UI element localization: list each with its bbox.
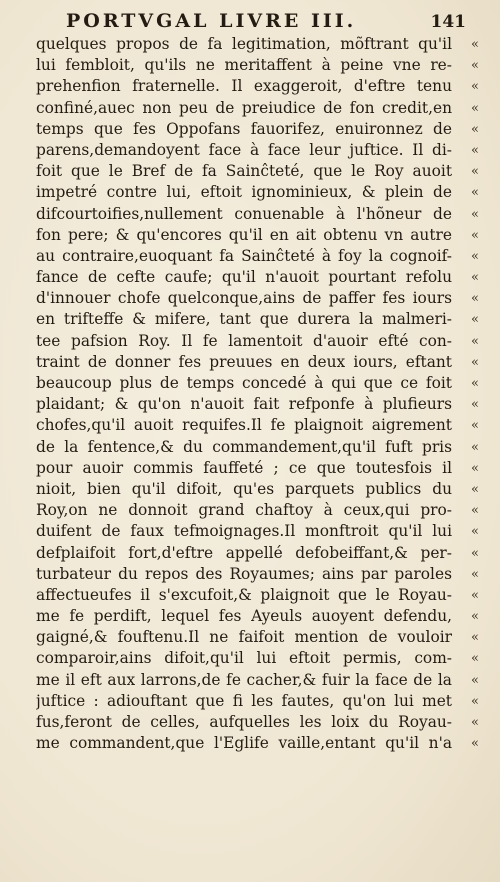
text-line: en trifteffe & mifere, tant que durera la malmeri-: [36, 310, 452, 329]
text-line: d'innouer chofe quelconque,ains de paffer fes iours: [36, 289, 452, 308]
text-line: duifent de faux tefmoignages.Il monftroit qu'il lui: [36, 522, 452, 541]
text-line: de la fentence,& du commandement,qu'il fuft pris: [36, 437, 452, 456]
text-line: beaucoup plus de temps concedé à qui que ce foit: [36, 374, 452, 392]
text-line: gaigné,& fouftenu.Il ne faifoit mention de vouloir: [36, 628, 452, 647]
margin-quote-mark: «: [471, 693, 479, 709]
margin-quote-mark: «: [471, 609, 479, 625]
margin-quote-mark: «: [471, 206, 479, 222]
margin-quote-mark: «: [471, 587, 479, 603]
margin-quote-mark: «: [471, 460, 479, 476]
text-line: lui fembloit, qu'ils ne meritaffent à peine vne re-: [36, 56, 452, 75]
text-line: turbateur du repos des Royaumes; ains par paroles: [36, 564, 452, 583]
margin-quote-mark: «: [471, 37, 479, 52]
margin-quote-mark: «: [471, 312, 479, 328]
margin-quote-mark: «: [471, 270, 479, 286]
margin-quote-mark: «: [471, 566, 479, 582]
text-line: au contraire,euoquant fa Sainĉteté à foy la cognoif-: [36, 246, 452, 265]
margin-quote-mark: «: [471, 58, 479, 74]
margin-quote-mark: «: [471, 227, 479, 243]
text-line: affectueufes il s'excufoit,& plaignoit que le Royau-: [36, 585, 452, 604]
text-line: quelques propos de fa legitimation, mõftrant qu'il: [36, 35, 452, 53]
margin-quote-mark: «: [471, 524, 479, 540]
margin-quote-mark: «: [471, 291, 479, 307]
margin-quote-marks: [460, 34, 490, 754]
text-line: fance de cefte caufe; qu'il n'auoit pourtant refolu: [36, 268, 452, 287]
margin-quote-mark: «: [471, 651, 479, 667]
text-line: me commandent,que l'Eglife vaille,entant qu'il n'a: [36, 734, 452, 753]
text-line: me il eft aux larrons,de fe cacher,& fuir la face de la: [36, 670, 452, 689]
text-line: Roy,on ne donnoit grand chaftoy à ceux,qui pro-: [36, 501, 452, 520]
text-line: chofes,qu'il auoit requifes.Il fe plaignoit aigrement: [36, 416, 452, 435]
margin-quote-mark: «: [471, 481, 479, 497]
text-line: juftice : adiouftant que fi les fautes, qu'on lui met: [36, 691, 452, 710]
text-line: impetré contre lui, eftoit ignominieux, & plein de: [36, 183, 452, 202]
margin-quote-mark: «: [471, 630, 479, 646]
margin-quote-mark: «: [471, 376, 479, 391]
margin-quote-mark: «: [471, 79, 479, 95]
margin-quote-mark: «: [471, 503, 479, 519]
text-line: me fe perdift, lequel fes Ayeuls auoyent defendu,: [36, 607, 452, 626]
margin-quote-mark: «: [471, 672, 479, 688]
page-number: 141: [430, 12, 466, 32]
margin-quote-mark: «: [471, 185, 479, 201]
margin-quote-mark: «: [471, 248, 479, 264]
text-line: comparoir,ains difoit,qu'il lui eftoit permis, com-: [36, 649, 452, 668]
text-line: defplaifoit fort,d'eftre appellé defobeiffant,& per-: [36, 543, 452, 562]
text-line: foit que le Bref de fa Sainĉteté, que le Roy auoit: [36, 162, 452, 181]
margin-quote-mark: «: [471, 164, 479, 180]
text-line: plaidant; & qu'on n'auoit fait refponfe à plufieurs: [36, 395, 452, 414]
margin-quote-mark: «: [471, 354, 479, 370]
margin-quote-mark: «: [471, 439, 479, 455]
margin-quote-mark: «: [471, 736, 479, 752]
text-line: traint de donner fes preuues en deux iours, eftant: [36, 352, 452, 371]
margin-quote-mark: «: [471, 333, 479, 349]
text-line: nioit, bien qu'il difoit, qu'es parquets publics du: [36, 479, 452, 498]
margin-quote-mark: «: [471, 418, 479, 434]
text-line: tee pafsion Roy. Il fe lamentoit d'auoir efté con-: [36, 331, 452, 350]
running-title: PORTVGAL LIVRE III.: [66, 10, 357, 32]
margin-quote-mark: «: [471, 397, 479, 413]
margin-quote-mark: «: [471, 142, 479, 158]
margin-quote-mark: «: [471, 545, 479, 561]
text-line: temps que fes Oppofans fauorifez, enuironnez de: [36, 119, 452, 138]
text-line: confiné,auec non peu de preiudice de fon credit,en: [36, 98, 452, 117]
margin-quote-mark: «: [471, 715, 479, 730]
text-line: parens,demandoyent face à face leur juftice. Il di-: [36, 140, 452, 159]
text-line: fon pere; & qu'encores qu'il en ait obtenu vn autre: [36, 225, 452, 244]
margin-quote-mark: «: [471, 100, 479, 116]
body-text: [36, 34, 452, 754]
text-line: difcourtoifies,nullement conuenable à l'hõneur de: [36, 204, 452, 223]
text-line: fus,feront de celles, aufquelles les loix du Royau-: [36, 713, 452, 731]
margin-quote-mark: «: [471, 121, 479, 137]
text-line: pour auoir commis fauffeté ; ce que toutesfois il: [36, 458, 452, 477]
text-line: prehenfion fraternelle. Il exaggeroit, d'eftre tenu: [36, 77, 452, 96]
